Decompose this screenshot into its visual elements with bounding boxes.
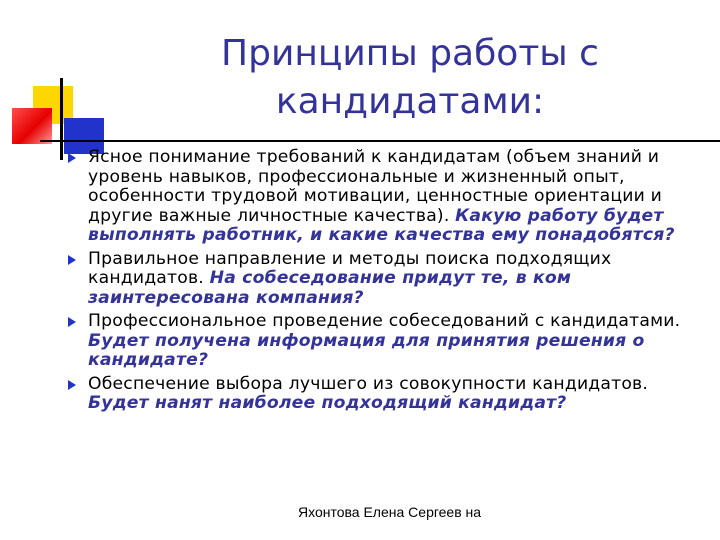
slide-title: Принципы работы с кандидатами: — [221, 33, 599, 122]
title-divider-line — [40, 140, 720, 142]
footer-author: Яхонтова Елена Сергеев на — [298, 504, 482, 520]
bullet-text: Правильное направление и методы поиска подходящих кандидатов. — [88, 248, 612, 288]
bullet-text: Обеспечение выбора лучшего из совокупности кандидатов. — [88, 373, 649, 394]
bullet-item — [68, 250, 708, 309]
bullet-list — [68, 148, 708, 418]
bullet-item — [68, 312, 708, 371]
bullet-emphasis: Будет нанят наиболее подходящий кандидат? — [88, 393, 567, 413]
bullet-emphasis: Будет получена информация для принятия решения о кандидате? — [88, 330, 645, 370]
bullet-text: Профессиональное проведение собеседований с кандидатами. — [88, 311, 681, 331]
bullet-arrow-icon — [68, 255, 76, 265]
bullet-arrow-icon — [68, 317, 76, 327]
decorative-red-square — [12, 108, 52, 144]
decorative-vertical-line — [60, 78, 63, 160]
bullet-text: Ясное понимание требований к кандидатам (объем знаний и уровень навыков, профессиональные и жизненный опыт, особенности трудовой мотивации, ценностные ориентации и другие важные личностные качества). — [88, 147, 662, 226]
bullet-emphasis: На собеседование придут те, в ком заинтересована компания? — [88, 268, 572, 308]
bullet-emphasis: Какую работу будет выполнять работник, и какие качества ему понадобятся? — [88, 205, 675, 245]
bullet-arrow-icon — [68, 380, 76, 390]
bullet-item — [68, 375, 708, 414]
bullet-item — [68, 148, 708, 246]
bullet-arrow-icon — [68, 153, 76, 163]
